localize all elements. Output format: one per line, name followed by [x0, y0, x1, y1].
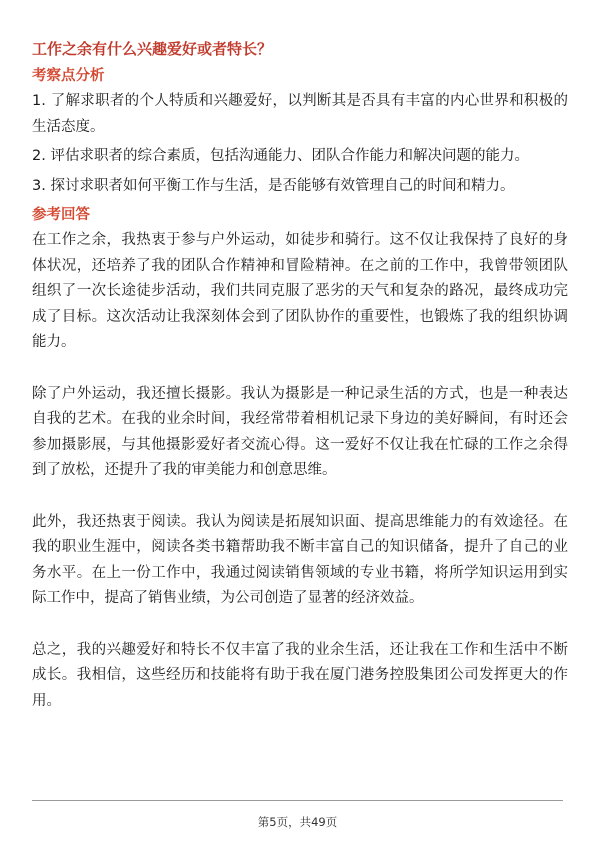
- answer-body: [32, 228, 568, 714]
- question-title: 工作之余有什么兴趣爱好或者特长？: [32, 40, 273, 58]
- analysis-heading: 考察点分析: [32, 68, 105, 84]
- analysis-item: 1. 了解求职者的个人特质和兴趣爱好，以判断其是否具有丰富的内心世界和积极的生活态度。: [32, 93, 568, 135]
- analysis-list: [32, 89, 568, 199]
- answer-paragraph: 总之，我的兴趣爱好和特长不仅丰富了我的业余生活，还让我在工作和生活中不断成长。我相信，这些经历和技能将有助于我在厦门港务控股集团公司发挥更大的作用。: [32, 641, 568, 709]
- document-body: [32, 38, 568, 714]
- analysis-item: 2. 评估求职者的综合素质，包括沟通能力、团队合作能力和解决问题的能力。: [32, 148, 529, 164]
- page-number: 第5页，共49页: [257, 815, 338, 829]
- answer-paragraph: 此外，我还热衷于阅读。我认为阅读是拓展知识面、提高思维能力的有效途径。在我的职业生涯中，阅读各类书籍帮助我不断丰富自己的知识储备，提升了自己的业务水平。在上一份工作中，我通过阅读销售领域的专业书籍，将所学知识运用到实际工作中，提高了销售业绩，为公司创造了显著的经济效益。: [32, 513, 568, 606]
- footer-divider: [32, 800, 563, 801]
- answer-paragraph: 在工作之余，我热衷于参与户外运动，如徒步和骑行。这不仅让我保持了良好的身体状况，还培养了我的团队合作精神和冒险精神。在之前的工作中，我曾带领团队组织了一次长途徒步活动，我们共同克服了恶劣的天气和复杂的路况，最终成功完成了目标。这次活动让我深刻体会到了团队协作的重要性，也锻炼了我的组织协调能力。: [32, 232, 568, 350]
- answer-paragraph: 除了户外运动，我还擅长摄影。我认为摄影是一种记录生活的方式，也是一种表达自我的艺术。在我的业余时间，我经常带着相机记录下身边的美好瞬间，有时还会参加摄影展，与其他摄影爱好者交流心得。这一爱好不仅让我在忙碌的工作之余得到了放松，还提升了我的审美能力和创意思维。: [32, 385, 568, 478]
- answer-heading: 参考回答: [32, 207, 90, 223]
- analysis-item: 3. 探讨求职者如何平衡工作与生活，是否能够有效管理自己的时间和精力。: [32, 177, 515, 194]
